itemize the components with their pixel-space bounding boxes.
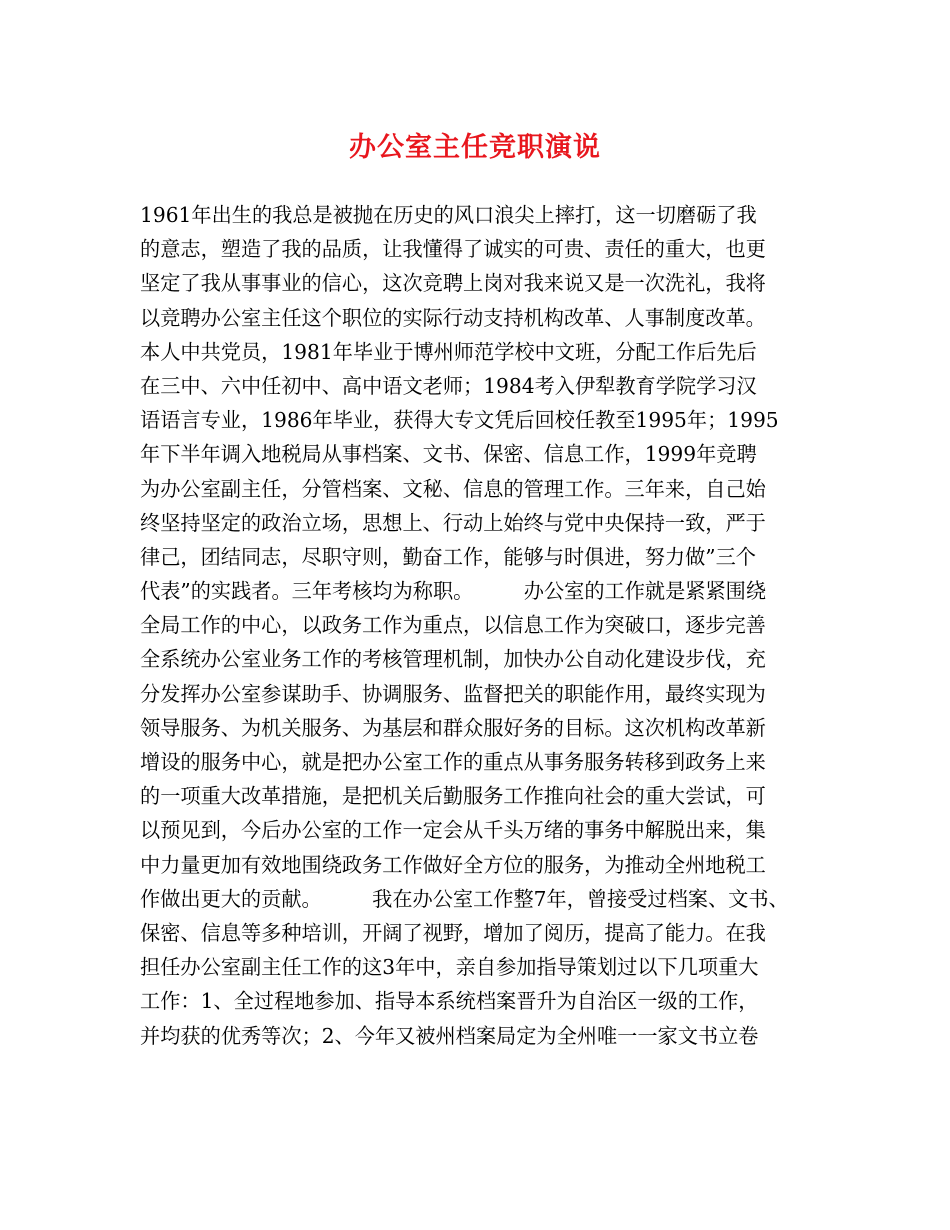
body-line: 增设的服务中心，就是把办公室工作的重点从事务服务转移到政务上来 (140, 750, 766, 774)
body-line: 代表”的实践者。三年考核均为称职。 办公室的工作就是紧紧围绕 (140, 579, 767, 604)
body-line: 保密、信息等多种培训，开阔了视野，增加了阅历，提高了能力。在我 (140, 920, 766, 945)
body-line: 终坚持坚定的政治立场，思想上、行动上始终与党中央保持一致，严于 (140, 510, 766, 535)
body-line: 领导服务、为机关服务、为基层和群众服好务的目标。这次机构改革新 (140, 715, 766, 740)
body-line: 语语言专业，1986年毕业，获得大专文凭后回校任教至1995年；1995 (140, 408, 779, 433)
body-line: 全局工作的中心，以政务工作为重点，以信息工作为突破口，逐步完善 (140, 613, 766, 638)
body-line: 在三中、六中任初中、高中语文老师；1984考入伊犁教育学院学习汉 (140, 373, 757, 398)
document-body (140, 198, 820, 1053)
body-line: 的意志，塑造了我的品质，让我懂得了诚实的可贵、责任的重大，也更 (140, 237, 766, 262)
body-line: 的一项重大改革措施，是把机关后勤服务工作推向社会的重大尝试，可 (140, 784, 766, 809)
body-line: 工作：1、全过程地参加、指导本系统档案晋升为自治区一级的工作， (140, 989, 759, 1014)
body-line: 以竞聘办公室主任这个职位的实际行动支持机构改革、人事制度改革。 (140, 305, 766, 330)
body-line: 担任办公室副主任工作的这3年中，亲自参加指导策划过以下几项重大 (140, 955, 759, 980)
body-line: 为办公室副主任，分管档案、文秘、信息的管理工作。三年来，自己始 (140, 476, 766, 501)
body-line: 分发挥办公室参谋助手、协调服务、监督把关的职能作用，最终实现为 (140, 681, 766, 706)
document-title: 办公室主任竞职演说 (349, 132, 601, 163)
body-line: 中力量更加有效地围绕政务工作做好全方位的服务，为推动全州地税工 (140, 852, 766, 877)
body-line: 律己，团结同志，尽职守则，勤奋工作，能够与时俱进，努力做”三个 (140, 544, 756, 569)
body-line: 全系统办公室业务工作的考核管理机制，加快办公自动化建设步伐，充 (140, 647, 766, 672)
body-line: 以预见到，今后办公室的工作一定会从千头万绪的事务中解脱出来，集 (140, 818, 766, 843)
body-line: 并均获的优秀等次；2、今年又被州档案局定为全州唯一一家文书立卷 (140, 1023, 759, 1048)
body-line: 本人中共党员，1981年毕业于博州师范学校中文班，分配工作后先后 (140, 339, 757, 364)
body-line: 1961年出生的我总是被抛在历史的风口浪尖上摔打，这一切磨砺了我 (140, 203, 757, 227)
body-line: 作做出更大的贡献。 我在办公室工作整7年，曾接受过档案、文书、 (140, 886, 789, 911)
body-line: 坚定了我从事事业的信心，这次竞聘上岗对我来说又是一次洗礼，我将 (140, 271, 766, 296)
body-line: 年下半年调入地税局从事档案、文书、保密、信息工作，1999年竞聘 (140, 442, 757, 467)
